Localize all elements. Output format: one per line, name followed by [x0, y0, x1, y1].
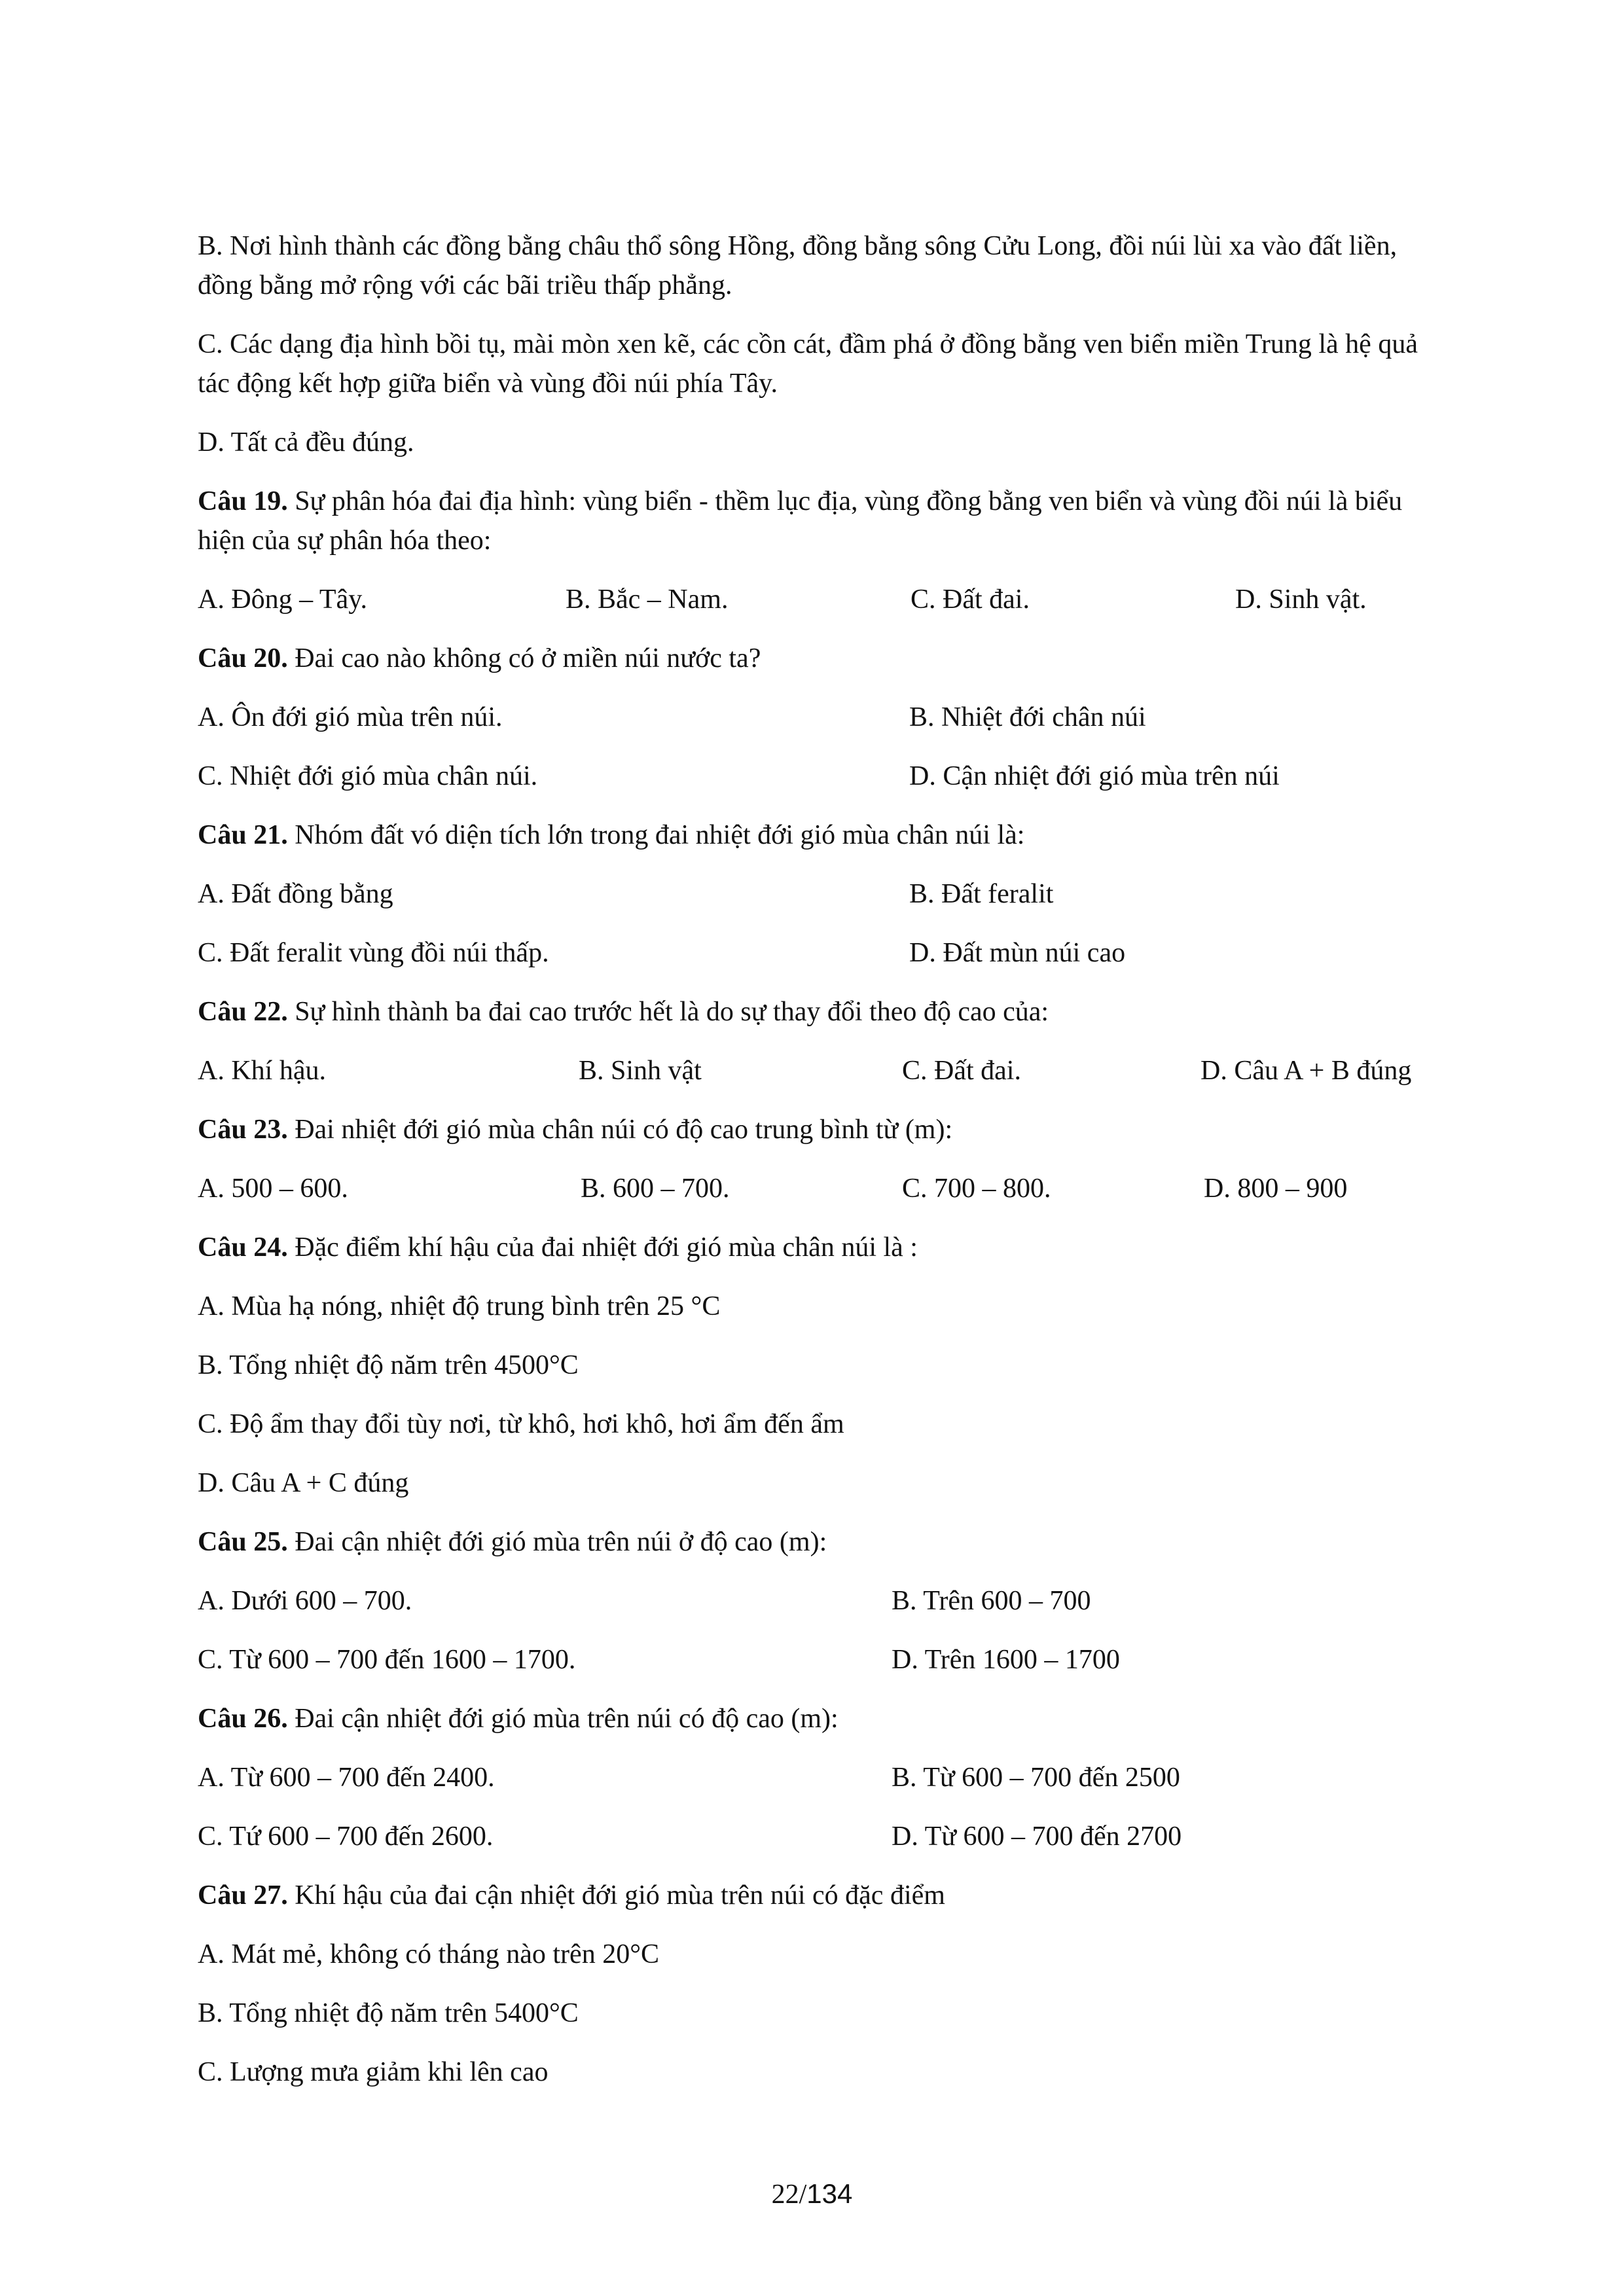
question-23: [198, 1110, 1441, 1149]
q23-option-b: B. 600 – 700.: [581, 1174, 730, 1204]
question-27-label: Câu 27.: [198, 1880, 288, 1910]
question-19-label: Câu 19.: [198, 486, 288, 516]
question-24: [198, 1228, 1441, 1267]
q21-option-b: B. Đất feralit: [909, 879, 1054, 909]
q21-option-c: C. Đất feralit vùng đồi núi thấp.: [198, 938, 549, 968]
q25-option-d: D. Trên 1600 – 1700: [892, 1645, 1120, 1675]
page-number-current: 22/: [771, 2179, 807, 2210]
q22-option-a: A. Khí hậu.: [198, 1056, 326, 1086]
q25-option-c: C. Từ 600 – 700 đến 1600 – 1700.: [198, 1645, 576, 1675]
q21-option-d: D. Đất mùn núi cao: [909, 938, 1126, 968]
question-26-options-row2: [198, 1817, 1441, 1856]
question-21-options-row2: [198, 933, 1441, 973]
q27-option-c: C. Lượng mưa giảm khi lên cao: [198, 2057, 549, 2087]
question-22-options: [198, 1051, 1441, 1090]
question-20: [198, 639, 1441, 678]
q26-option-d: D. Từ 600 – 700 đến 2700: [892, 1821, 1182, 1852]
q25-option-b: B. Trên 600 – 700: [892, 1586, 1091, 1616]
q19-option-a: A. Đông – Tây.: [198, 584, 367, 615]
question-26-options-row1: [198, 1758, 1441, 1797]
carryover-option-d: D. Tất cả đều đúng.: [198, 427, 414, 457]
q27-option-b: B. Tổng nhiệt độ năm trên 5400°C: [198, 1998, 579, 2028]
q24-option-b: B. Tổng nhiệt độ năm trên 4500°C: [198, 1350, 579, 1380]
question-25-options-row2: [198, 1640, 1441, 1679]
question-22: [198, 992, 1441, 1031]
question-19: [198, 482, 1441, 560]
q19-option-b: B. Bắc – Nam.: [566, 584, 729, 615]
question-22-label: Câu 22.: [198, 997, 288, 1027]
question-21-text: Nhóm đất vó diện tích lớn trong đai nhiệt đới gió mùa chân núi là:: [287, 820, 1025, 850]
question-20-options-row2: [198, 757, 1441, 796]
question-21: [198, 816, 1441, 855]
page-number: [0, 2174, 1624, 2214]
q20-option-c: C. Nhiệt đới gió mùa chân núi.: [198, 761, 538, 791]
q19-option-d: D. Sinh vật.: [1235, 584, 1367, 615]
q22-option-b: B. Sinh vật: [579, 1056, 702, 1086]
question-23-options: [198, 1169, 1441, 1208]
q22-option-c: C. Đất đai.: [902, 1056, 1021, 1086]
q20-option-a: A. Ôn đới gió mùa trên núi.: [198, 702, 503, 732]
question-23-text: Đai nhiệt đới gió mùa chân núi có độ cao trung bình từ (m):: [287, 1115, 953, 1145]
q23-option-c: C. 700 – 800.: [902, 1174, 1051, 1204]
q26-option-b: B. Từ 600 – 700 đến 2500: [892, 1763, 1180, 1793]
question-26-text: Đai cận nhiệt đới gió mùa trên núi có độ cao (m):: [287, 1704, 839, 1734]
q24-option-d: D. Câu A + C đúng: [198, 1468, 409, 1498]
question-27-text: Khí hậu của đai cận nhiệt đới gió mùa trên núi có đặc điểm: [287, 1880, 945, 1910]
question-22-text: Sự hình thành ba đai cao trước hết là do sự thay đổi theo độ cao của:: [287, 997, 1049, 1027]
q24-option-c: C. Độ ẩm thay đổi tùy nơi, từ khô, hơi khô, hơi ẩm đến ẩm: [198, 1409, 844, 1439]
carryover-option-b: B. Nơi hình thành các đồng bằng châu thổ sông Hồng, đồng bằng sông Cửu Long, đồi núi lùi xa vào đất liền, đồng bằng mở rộng với các bãi triều thấp phẳng.: [198, 231, 1398, 300]
question-20-text: Đai cao nào không có ở miền núi nước ta?: [287, 643, 761, 673]
q22-option-d: D. Câu A + B đúng: [1200, 1056, 1412, 1086]
question-19-text: Sự phân hóa đai địa hình: vùng biển - thềm lục địa, vùng đồng bằng ven biển và vùng đồi núi là biểu hiện của sự phân hóa theo:: [198, 486, 1403, 556]
question-21-options-row1: [198, 874, 1441, 914]
question-19-options: [198, 580, 1441, 619]
q24-option-a: A. Mùa hạ nóng, nhiệt độ trung bình trên 25 °C: [198, 1291, 721, 1321]
q27-option-a: A. Mát mẻ, không có tháng nào trên 20°C: [198, 1939, 659, 1969]
question-23-label: Câu 23.: [198, 1115, 288, 1145]
question-25-text: Đai cận nhiệt đới gió mùa trên núi ở độ cao (m):: [287, 1527, 827, 1557]
question-25-label: Câu 25.: [198, 1527, 288, 1557]
q23-option-d: D. 800 – 900: [1204, 1174, 1348, 1204]
question-24-label: Câu 24.: [198, 1232, 288, 1263]
question-25-options-row1: [198, 1581, 1441, 1621]
question-27: [198, 1876, 1441, 1915]
question-21-label: Câu 21.: [198, 820, 288, 850]
q23-option-a: A. 500 – 600.: [198, 1174, 348, 1204]
q20-option-d: D. Cận nhiệt đới gió mùa trên núi: [909, 761, 1280, 791]
question-25: [198, 1522, 1441, 1562]
carryover-option-c: C. Các dạng địa hình bồi tụ, mài mòn xen kẽ, các cồn cát, đầm phá ở đồng bằng ven biển miền Trung là hệ quả tác động kết hợp giữa biển và vùng đồi núi phía Tây.: [198, 329, 1418, 399]
question-20-label: Câu 20.: [198, 643, 288, 673]
q25-option-a: A. Dưới 600 – 700.: [198, 1586, 412, 1616]
q26-option-a: A. Từ 600 – 700 đến 2400.: [198, 1763, 495, 1793]
q19-option-c: C. Đất đai.: [911, 584, 1030, 615]
question-26: [198, 1699, 1441, 1738]
q21-option-a: A. Đất đồng bằng: [198, 879, 393, 909]
q20-option-b: B. Nhiệt đới chân núi: [909, 702, 1146, 732]
question-26-label: Câu 26.: [198, 1704, 288, 1734]
page-number-total: 134: [806, 2178, 853, 2209]
q26-option-c: C. Tứ 600 – 700 đến 2600.: [198, 1821, 494, 1852]
question-24-text: Đặc điểm khí hậu của đai nhiệt đới gió mùa chân núi là :: [287, 1232, 918, 1263]
page-content: [198, 226, 1441, 2111]
question-20-options-row1: [198, 698, 1441, 737]
